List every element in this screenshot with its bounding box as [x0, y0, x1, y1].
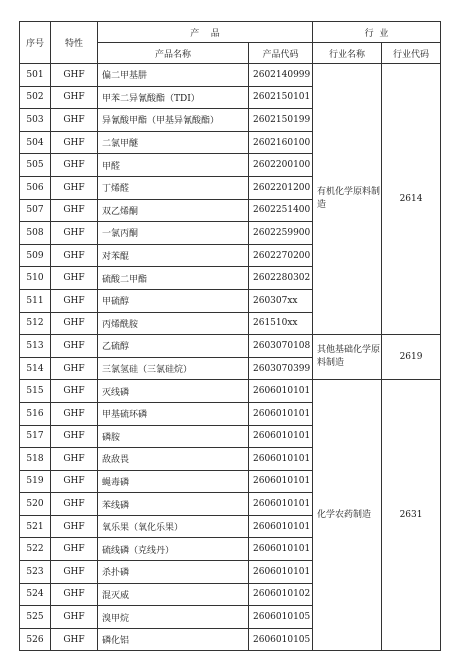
row-product-name: 双乙烯酮 [98, 199, 249, 222]
row-attr: GHF [51, 561, 98, 584]
row-product-name: 硫酸二甲酯 [98, 267, 249, 290]
row-seq: 522 [20, 538, 51, 561]
row-attr: GHF [51, 606, 98, 629]
row-product-name: 对苯醌 [98, 244, 249, 267]
row-product-code: 2602270200 [249, 244, 313, 267]
row-seq: 504 [20, 131, 51, 154]
row-seq: 512 [20, 312, 51, 335]
row-product-name: 甲醛 [98, 154, 249, 177]
header-product-label: 产 品 [190, 28, 220, 39]
row-seq: 501 [20, 64, 51, 87]
row-product-name: 甲苯二异氰酸酯（TDI） [98, 86, 249, 109]
row-product-name: 三氯氢硅（三氯硅烷） [98, 357, 249, 380]
header-attr: 特性 [51, 22, 98, 64]
row-product-code: 2602259900 [249, 222, 313, 245]
row-attr: GHF [51, 583, 98, 606]
row-product-name: 磷化铝 [98, 628, 249, 651]
row-seq: 526 [20, 628, 51, 651]
row-product-code: 2606010101 [249, 380, 313, 403]
row-product-name: 二氯甲醚 [98, 131, 249, 154]
industry-code-cell: 2631 [382, 380, 441, 651]
row-seq: 511 [20, 289, 51, 312]
industry-name-cell: 化学农药制造 [313, 380, 382, 651]
row-seq: 515 [20, 380, 51, 403]
row-product-name: 硫线磷（克线丹） [98, 538, 249, 561]
row-product-name: 氧乐果（氧化乐果） [98, 515, 249, 538]
header-industry-label: 行 业 [364, 28, 389, 39]
header-product-code: 产品代码 [249, 43, 313, 64]
row-product-code: 2606010101 [249, 425, 313, 448]
row-seq: 517 [20, 425, 51, 448]
row-product-code: 2606010101 [249, 561, 313, 584]
row-product-code: 2603070108 [249, 335, 313, 358]
row-attr: GHF [51, 335, 98, 358]
row-product-name: 乙硫醇 [98, 335, 249, 358]
row-product-code: 2602200100 [249, 154, 313, 177]
row-product-name: 甲基硫环磷 [98, 402, 249, 425]
row-attr: GHF [51, 199, 98, 222]
row-product-name: 杀扑磷 [98, 561, 249, 584]
row-seq: 508 [20, 222, 51, 245]
row-seq: 505 [20, 154, 51, 177]
header-industry [313, 22, 441, 43]
row-attr: GHF [51, 380, 98, 403]
header-seq: 序号 [20, 22, 51, 64]
row-seq: 520 [20, 493, 51, 516]
row-product-name: 一氯丙酮 [98, 222, 249, 245]
row-seq: 516 [20, 402, 51, 425]
row-attr: GHF [51, 425, 98, 448]
row-seq: 521 [20, 515, 51, 538]
row-seq: 502 [20, 86, 51, 109]
row-attr: GHF [51, 289, 98, 312]
industry-code-cell: 2614 [382, 64, 441, 335]
row-seq: 509 [20, 244, 51, 267]
row-product-name: 丙烯酰胺 [98, 312, 249, 335]
row-product-name: 丁烯醛 [98, 176, 249, 199]
header-industry-code: 行业代码 [382, 43, 441, 64]
row-seq: 510 [20, 267, 51, 290]
table-body [20, 64, 441, 651]
row-product-code: 2603070399 [249, 357, 313, 380]
row-seq: 506 [20, 176, 51, 199]
row-product-name: 敌敌畏 [98, 448, 249, 471]
industry-name-cell: 其他基础化学原料制造 [313, 335, 382, 380]
row-seq: 507 [20, 199, 51, 222]
row-attr: GHF [51, 86, 98, 109]
row-attr: GHF [51, 154, 98, 177]
row-seq: 523 [20, 561, 51, 584]
row-product-code: 2602280302 [249, 267, 313, 290]
row-seq: 503 [20, 109, 51, 132]
row-product-code: 2606010101 [249, 470, 313, 493]
industry-code-cell: 2619 [382, 335, 441, 380]
row-attr: GHF [51, 628, 98, 651]
row-attr: GHF [51, 357, 98, 380]
row-product-name: 甲硫醇 [98, 289, 249, 312]
row-product-code: 2602201200 [249, 176, 313, 199]
row-attr: GHF [51, 515, 98, 538]
header-product-name: 产品名称 [98, 43, 249, 64]
row-product-code: 2606010105 [249, 628, 313, 651]
row-product-name: 灭线磷 [98, 380, 249, 403]
row-product-name: 偏二甲基肼 [98, 64, 249, 87]
header-product [98, 22, 313, 43]
row-attr: GHF [51, 131, 98, 154]
row-seq: 518 [20, 448, 51, 471]
row-attr: GHF [51, 470, 98, 493]
table-row [20, 380, 441, 403]
row-attr: GHF [51, 402, 98, 425]
row-attr: GHF [51, 538, 98, 561]
table-row [20, 64, 441, 87]
row-product-code: 2606010105 [249, 606, 313, 629]
row-product-code: 2606010101 [249, 402, 313, 425]
product-table [19, 21, 441, 651]
row-product-code: 261510xx [249, 312, 313, 335]
row-product-code: 2606010101 [249, 448, 313, 471]
row-attr: GHF [51, 448, 98, 471]
row-seq: 514 [20, 357, 51, 380]
row-product-name: 蝇毒磷 [98, 470, 249, 493]
row-seq: 525 [20, 606, 51, 629]
row-attr: GHF [51, 493, 98, 516]
row-product-name: 磷胺 [98, 425, 249, 448]
row-product-code: 2602251400 [249, 199, 313, 222]
row-attr: GHF [51, 244, 98, 267]
row-seq: 519 [20, 470, 51, 493]
table-row [20, 335, 441, 358]
row-product-code: 2606010102 [249, 583, 313, 606]
row-product-code: 2606010101 [249, 515, 313, 538]
row-product-code: 2602160100 [249, 131, 313, 154]
row-attr: GHF [51, 267, 98, 290]
industry-name-cell: 有机化学原料制造 [313, 64, 382, 335]
row-product-name: 异氰酸甲酯（甲基异氰酸酯） [98, 109, 249, 132]
product-industry-table-page [19, 21, 440, 651]
row-product-code: 2606010101 [249, 538, 313, 561]
row-product-code: 2602150199 [249, 109, 313, 132]
row-attr: GHF [51, 176, 98, 199]
header-industry-name: 行业名称 [313, 43, 382, 64]
row-product-name: 混灭威 [98, 583, 249, 606]
row-product-name: 溴甲烷 [98, 606, 249, 629]
row-product-code: 2606010101 [249, 493, 313, 516]
row-attr: GHF [51, 64, 98, 87]
row-attr: GHF [51, 109, 98, 132]
row-product-code: 2602150101 [249, 86, 313, 109]
row-seq: 524 [20, 583, 51, 606]
row-product-name: 苯线磷 [98, 493, 249, 516]
row-product-code: 2602140999 [249, 64, 313, 87]
row-attr: GHF [51, 312, 98, 335]
row-attr: GHF [51, 222, 98, 245]
row-seq: 513 [20, 335, 51, 358]
row-product-code: 260307xx [249, 289, 313, 312]
